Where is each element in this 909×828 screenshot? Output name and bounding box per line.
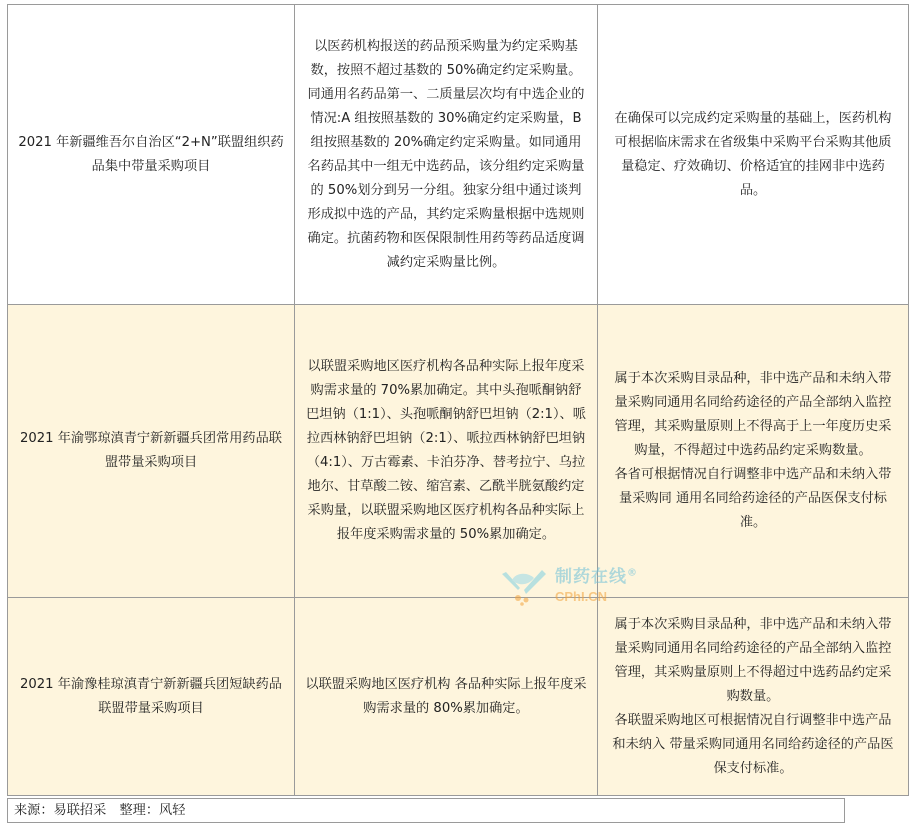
- watermark-domain: CPhI.CN: [555, 589, 607, 604]
- non-selected-cell: 属于本次采购目录品种，非中选产品和未纳入带量采购同通用名同给药途径的产品全部纳入监控管理，其采购量原则上不得超过中选药品约定采购数量。 各联盟采购地区可根据情况自行调整非中选产品和未纳入 带量采购同通用名同给药途径的产品医保支付标准。: [598, 598, 909, 796]
- table-row: [8, 5, 909, 305]
- volume-rule-cell: 以医药机构报送的药品预采购量为约定采购基数，按照不超过基数的 50%确定约定采购量。同通用名药品第一、二质量层次均有中选企业的情况:A 组按照基数的 30%确定约定采购量，B 组按照基数的 20%确定约定采购量。如同通用名药品其中一组无中选药品，该分组约定采购量的 50%划分到另一分组。独家分组中通过谈判形成拟中选的产品，其约定采购量根据中选规则确定。抗菌药物和医保限制性用药等药品适度调减约定采购量比例。: [295, 5, 598, 305]
- watermark-name: 制药在线®: [555, 567, 638, 587]
- source-note: 来源：易联招采 整理：风轻: [7, 798, 845, 823]
- volume-rule-cell: 以联盟采购地区医疗机构 各品种实际上报年度采购需求量的 80%累加确定。: [295, 598, 598, 796]
- table-row: [8, 598, 909, 796]
- project-name-cell: 2021 年新疆维吾尔自治区“2+N”联盟组织药品集中带量采购项目: [8, 5, 295, 305]
- volume-rule-cell: 以联盟采购地区医疗机构各品种实际上报年度采购需求量的 70%累加确定。其中头孢哌酮钠舒巴坦钠（1:1）、头孢哌酮钠舒巴坦钠（2:1）、哌拉西林钠舒巴坦钠（2:1）、哌拉西林钠舒巴坦钠（4:1）、万古霉素、卡泊芬净、替考拉宁、乌拉地尔、甘草酸二铵、缩宫素、乙酰半胱氨酸约定采购量，以联盟采购地区医疗机构各品种实际上报年度采购需求量的 50%累加确定。: [295, 305, 598, 598]
- non-selected-cell: 在确保可以完成约定采购量的基础上，医药机构可根据临床需求在省级集中采购平台采购其他质量稳定、疗效确切、价格适宜的挂网非中选药品。: [598, 5, 909, 305]
- policy-table: [7, 4, 909, 796]
- table-row: [8, 305, 909, 598]
- project-name-cell: 2021 年渝豫桂琼滇青宁新新疆兵团短缺药品联盟带量采购项目: [8, 598, 295, 796]
- project-name-cell: 2021 年渝鄂琼滇青宁新新疆兵团常用药品联盟带量采购项目: [8, 305, 295, 598]
- cphi-watermark: [498, 560, 658, 610]
- non-selected-cell: 属于本次采购目录品种，非中选产品和未纳入带量采购同通用名同给药途径的产品全部纳入监控管理，其采购量原则上不得高于上一年度历史采购量，不得超过中选药品约定采购数量。 各省可根据情况自行调整非中选产品和未纳入带量采购同 通用名同给药途径的产品医保支付标准。: [598, 305, 909, 598]
- cphi-logo-icon: [498, 560, 550, 606]
